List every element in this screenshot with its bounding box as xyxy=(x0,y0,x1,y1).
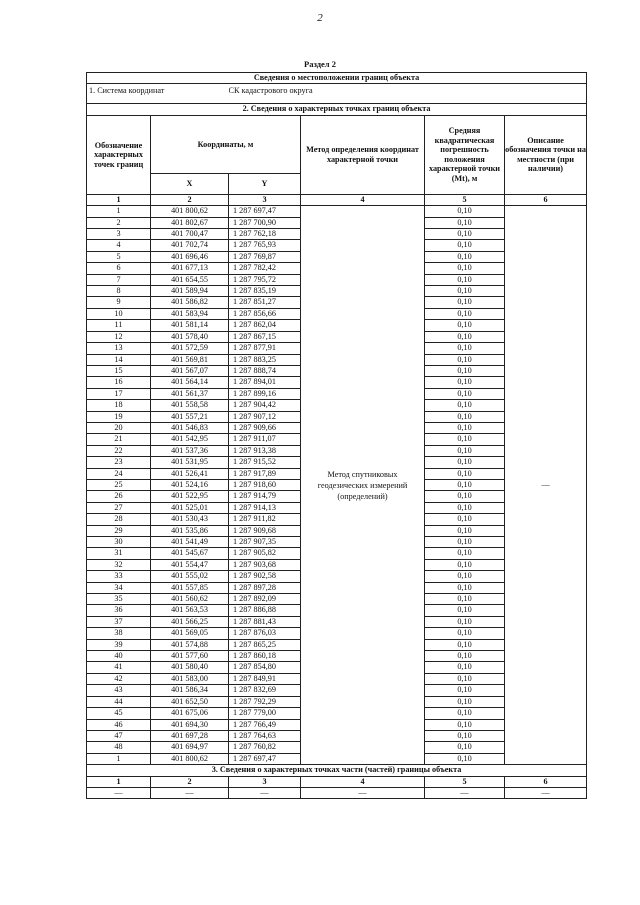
coord-y: 1 287 905,82 xyxy=(229,548,301,559)
point-number: 16 xyxy=(87,377,151,388)
point-number: 45 xyxy=(87,708,151,719)
coord-y: 1 287 862,04 xyxy=(229,320,301,331)
coord-y: 1 287 892,09 xyxy=(229,594,301,605)
coord-y: 1 287 907,35 xyxy=(229,537,301,548)
header-error: Средняя квадратическая погрешность положения характерной точки (Mt), м xyxy=(425,115,505,194)
error-value: 0,10 xyxy=(425,582,505,593)
header-coords: Координаты, м xyxy=(151,115,301,173)
point-number: 40 xyxy=(87,651,151,662)
error-value: 0,10 xyxy=(425,286,505,297)
coord-y: 1 287 911,82 xyxy=(229,514,301,525)
coord-x: 401 581,14 xyxy=(151,320,229,331)
coord-y: 1 287 854,80 xyxy=(229,662,301,673)
coord-x: 401 586,82 xyxy=(151,297,229,308)
coord-y: 1 287 835,19 xyxy=(229,286,301,297)
error-value: 0,10 xyxy=(425,445,505,456)
col-number: 3 xyxy=(229,194,301,205)
coord-y: 1 287 697,47 xyxy=(229,206,301,217)
coord-y: 1 287 883,25 xyxy=(229,354,301,365)
point-number: 43 xyxy=(87,685,151,696)
coord-y: 1 287 876,03 xyxy=(229,628,301,639)
coord-x: 401 535,86 xyxy=(151,525,229,536)
error-value: 0,10 xyxy=(425,468,505,479)
point-number: 31 xyxy=(87,548,151,559)
col-number: 2 xyxy=(151,194,229,205)
coord-y: 1 287 909,66 xyxy=(229,422,301,433)
coord-y: 1 287 917,89 xyxy=(229,468,301,479)
coord-y: 1 287 909,68 xyxy=(229,525,301,536)
point-number: 13 xyxy=(87,343,151,354)
section3-cell: — xyxy=(425,787,505,798)
point-number: 5 xyxy=(87,251,151,262)
error-value: 0,10 xyxy=(425,616,505,627)
coord-y: 1 287 765,93 xyxy=(229,240,301,251)
point-number: 38 xyxy=(87,628,151,639)
col-number: 5 xyxy=(425,776,505,787)
coord-y: 1 287 915,52 xyxy=(229,457,301,468)
coord-x: 401 541,49 xyxy=(151,537,229,548)
header-x: X xyxy=(151,173,229,194)
error-value: 0,10 xyxy=(425,457,505,468)
col-number: 1 xyxy=(87,776,151,787)
coord-x: 401 564,14 xyxy=(151,377,229,388)
point-number: 12 xyxy=(87,331,151,342)
coord-y: 1 287 881,43 xyxy=(229,616,301,627)
point-number: 44 xyxy=(87,696,151,707)
error-value: 0,10 xyxy=(425,628,505,639)
coord-y: 1 287 888,74 xyxy=(229,365,301,376)
table-row xyxy=(87,206,587,217)
point-number: 9 xyxy=(87,297,151,308)
coord-x: 401 555,02 xyxy=(151,571,229,582)
coord-y: 1 287 860,18 xyxy=(229,651,301,662)
point-number: 17 xyxy=(87,388,151,399)
error-value: 0,10 xyxy=(425,217,505,228)
coord-y: 1 287 762,18 xyxy=(229,229,301,240)
col-number: 6 xyxy=(505,194,587,205)
error-value: 0,10 xyxy=(425,331,505,342)
description-cell: — xyxy=(505,206,587,765)
point-number: 7 xyxy=(87,274,151,285)
coord-x: 401 526,41 xyxy=(151,468,229,479)
error-value: 0,10 xyxy=(425,525,505,536)
method-cell: Метод спутниковых геодезических измерений (определений) xyxy=(301,206,425,765)
error-value: 0,10 xyxy=(425,696,505,707)
error-value: 0,10 xyxy=(425,229,505,240)
error-value: 0,10 xyxy=(425,605,505,616)
coord-x: 401 577,60 xyxy=(151,651,229,662)
point-number: 35 xyxy=(87,594,151,605)
point-number: 34 xyxy=(87,582,151,593)
error-value: 0,10 xyxy=(425,594,505,605)
coord-y: 1 287 697,47 xyxy=(229,753,301,764)
coord-x: 401 545,67 xyxy=(151,548,229,559)
coord-y: 1 287 897,28 xyxy=(229,582,301,593)
section-title: Раздел 2 xyxy=(304,59,336,69)
point-number: 3 xyxy=(87,229,151,240)
error-value: 0,10 xyxy=(425,479,505,490)
col-number: 5 xyxy=(425,194,505,205)
error-value: 0,10 xyxy=(425,377,505,388)
coord-x: 401 652,50 xyxy=(151,696,229,707)
coord-x: 401 557,85 xyxy=(151,582,229,593)
coord-x: 401 694,97 xyxy=(151,742,229,753)
coord-y: 1 287 856,66 xyxy=(229,308,301,319)
coord-y: 1 287 902,58 xyxy=(229,571,301,582)
point-number: 18 xyxy=(87,400,151,411)
header-point: Обозначение характерных точек границ xyxy=(87,115,151,194)
header-description: Описание обозначения точки на местности (при наличии) xyxy=(505,115,587,194)
error-value: 0,10 xyxy=(425,411,505,422)
point-number: 24 xyxy=(87,468,151,479)
header-y: Y xyxy=(229,173,301,194)
error-value: 0,10 xyxy=(425,571,505,582)
point-number: 1 xyxy=(87,206,151,217)
coord-y: 1 287 851,27 xyxy=(229,297,301,308)
point-number: 36 xyxy=(87,605,151,616)
point-number: 22 xyxy=(87,445,151,456)
coord-x: 401 563,53 xyxy=(151,605,229,616)
error-value: 0,10 xyxy=(425,742,505,753)
error-value: 0,10 xyxy=(425,559,505,570)
coord-x: 401 522,95 xyxy=(151,491,229,502)
coord-y: 1 287 877,91 xyxy=(229,343,301,354)
coord-x: 401 530,43 xyxy=(151,514,229,525)
coord-x: 401 578,40 xyxy=(151,331,229,342)
coord-x: 401 583,00 xyxy=(151,673,229,684)
section3-title: 3. Сведения о характерных точках части (частей) границы объекта xyxy=(87,765,587,776)
error-value: 0,10 xyxy=(425,491,505,502)
point-number: 23 xyxy=(87,457,151,468)
coord-x: 401 537,36 xyxy=(151,445,229,456)
error-value: 0,10 xyxy=(425,708,505,719)
header-method: Метод определения координат характерной точки xyxy=(301,115,425,194)
col-number: 1 xyxy=(87,194,151,205)
error-value: 0,10 xyxy=(425,434,505,445)
coord-x: 401 580,40 xyxy=(151,662,229,673)
coord-y: 1 287 700,90 xyxy=(229,217,301,228)
coord-x: 401 677,13 xyxy=(151,263,229,274)
coord-y: 1 287 865,25 xyxy=(229,639,301,650)
coord-y: 1 287 760,82 xyxy=(229,742,301,753)
coord-y: 1 287 914,13 xyxy=(229,502,301,513)
coord-x: 401 561,37 xyxy=(151,388,229,399)
coord-system-label: 1. Система координат xyxy=(87,84,229,104)
coord-x: 401 531,95 xyxy=(151,457,229,468)
point-number: 26 xyxy=(87,491,151,502)
coord-y: 1 287 766,49 xyxy=(229,719,301,730)
coord-x: 401 589,94 xyxy=(151,286,229,297)
coord-x: 401 542,95 xyxy=(151,434,229,445)
error-value: 0,10 xyxy=(425,422,505,433)
section3-cell: — xyxy=(505,787,587,798)
point-number: 6 xyxy=(87,263,151,274)
point-number: 29 xyxy=(87,525,151,536)
point-number: 19 xyxy=(87,411,151,422)
point-number: 27 xyxy=(87,502,151,513)
point-number: 28 xyxy=(87,514,151,525)
point-number: 41 xyxy=(87,662,151,673)
point-number: 14 xyxy=(87,354,151,365)
point-number: 48 xyxy=(87,742,151,753)
section3-cell: — xyxy=(229,787,301,798)
point-number: 4 xyxy=(87,240,151,251)
coord-x: 401 525,01 xyxy=(151,502,229,513)
section3-cell: — xyxy=(301,787,425,798)
coord-y: 1 287 795,72 xyxy=(229,274,301,285)
coord-x: 401 560,62 xyxy=(151,594,229,605)
error-value: 0,10 xyxy=(425,320,505,331)
point-number: 15 xyxy=(87,365,151,376)
coord-x: 401 567,07 xyxy=(151,365,229,376)
error-value: 0,10 xyxy=(425,651,505,662)
col-number: 4 xyxy=(301,194,425,205)
error-value: 0,10 xyxy=(425,343,505,354)
coord-y: 1 287 792,29 xyxy=(229,696,301,707)
coord-y: 1 287 764,63 xyxy=(229,730,301,741)
coord-x: 401 700,47 xyxy=(151,229,229,240)
coord-y: 1 287 886,88 xyxy=(229,605,301,616)
coord-x: 401 696,46 xyxy=(151,251,229,262)
error-value: 0,10 xyxy=(425,662,505,673)
block-title: Сведения о местоположении границ объекта xyxy=(87,73,587,84)
error-value: 0,10 xyxy=(425,274,505,285)
error-value: 0,10 xyxy=(425,719,505,730)
coord-x: 401 654,55 xyxy=(151,274,229,285)
coord-x: 401 702,74 xyxy=(151,240,229,251)
point-number: 39 xyxy=(87,639,151,650)
point-number: 33 xyxy=(87,571,151,582)
coord-x: 401 572,59 xyxy=(151,343,229,354)
error-value: 0,10 xyxy=(425,639,505,650)
point-number: 21 xyxy=(87,434,151,445)
point-number: 32 xyxy=(87,559,151,570)
coord-x: 401 524,16 xyxy=(151,479,229,490)
coord-x: 401 697,28 xyxy=(151,730,229,741)
coord-y: 1 287 903,68 xyxy=(229,559,301,570)
error-value: 0,10 xyxy=(425,730,505,741)
error-value: 0,10 xyxy=(425,537,505,548)
coord-x: 401 557,21 xyxy=(151,411,229,422)
coord-y: 1 287 894,01 xyxy=(229,377,301,388)
coord-x: 401 694,30 xyxy=(151,719,229,730)
error-value: 0,10 xyxy=(425,548,505,559)
error-value: 0,10 xyxy=(425,251,505,262)
col-number: 6 xyxy=(505,776,587,787)
point-number: 2 xyxy=(87,217,151,228)
point-number: 20 xyxy=(87,422,151,433)
error-value: 0,10 xyxy=(425,263,505,274)
error-value: 0,10 xyxy=(425,240,505,251)
col-number: 4 xyxy=(301,776,425,787)
error-value: 0,10 xyxy=(425,206,505,217)
coord-x: 401 558,58 xyxy=(151,400,229,411)
coord-y: 1 287 911,07 xyxy=(229,434,301,445)
error-value: 0,10 xyxy=(425,673,505,684)
point-number: 46 xyxy=(87,719,151,730)
error-value: 0,10 xyxy=(425,365,505,376)
col-number: 3 xyxy=(229,776,301,787)
col-number: 2 xyxy=(151,776,229,787)
coord-x: 401 574,88 xyxy=(151,639,229,650)
point-number: 42 xyxy=(87,673,151,684)
coord-x: 401 583,94 xyxy=(151,308,229,319)
coord-x: 401 802,67 xyxy=(151,217,229,228)
error-value: 0,10 xyxy=(425,753,505,764)
coord-y: 1 287 779,00 xyxy=(229,708,301,719)
page-number: 2 xyxy=(317,12,323,24)
coord-y: 1 287 832,69 xyxy=(229,685,301,696)
coord-y: 1 287 867,15 xyxy=(229,331,301,342)
error-value: 0,10 xyxy=(425,354,505,365)
coord-y: 1 287 849,91 xyxy=(229,673,301,684)
point-number: 8 xyxy=(87,286,151,297)
section3-cell: — xyxy=(87,787,151,798)
coord-y: 1 287 782,42 xyxy=(229,263,301,274)
point-number: 25 xyxy=(87,479,151,490)
point-number: 37 xyxy=(87,616,151,627)
coord-x: 401 800,62 xyxy=(151,753,229,764)
coord-x: 401 569,81 xyxy=(151,354,229,365)
coord-y: 1 287 769,87 xyxy=(229,251,301,262)
coord-x: 401 800,62 xyxy=(151,206,229,217)
point-number: 1 xyxy=(87,753,151,764)
coord-y: 1 287 899,16 xyxy=(229,388,301,399)
error-value: 0,10 xyxy=(425,514,505,525)
point-number: 30 xyxy=(87,537,151,548)
coord-x: 401 566,25 xyxy=(151,616,229,627)
coord-x: 401 554,47 xyxy=(151,559,229,570)
error-value: 0,10 xyxy=(425,388,505,399)
error-value: 0,10 xyxy=(425,685,505,696)
point-number: 10 xyxy=(87,308,151,319)
section3-cell: — xyxy=(151,787,229,798)
error-value: 0,10 xyxy=(425,400,505,411)
coord-y: 1 287 914,79 xyxy=(229,491,301,502)
error-value: 0,10 xyxy=(425,308,505,319)
error-value: 0,10 xyxy=(425,297,505,308)
coord-x: 401 546,83 xyxy=(151,422,229,433)
error-value: 0,10 xyxy=(425,502,505,513)
section2-title: 2. Сведения о характерных точках границ объекта xyxy=(87,104,587,115)
boundary-table xyxy=(86,72,587,799)
coord-y: 1 287 918,60 xyxy=(229,479,301,490)
coord-y: 1 287 904,42 xyxy=(229,400,301,411)
coord-system-value: СК кадастрового округа xyxy=(229,84,587,104)
coord-x: 401 675,06 xyxy=(151,708,229,719)
point-number: 11 xyxy=(87,320,151,331)
coord-x: 401 586,34 xyxy=(151,685,229,696)
coord-y: 1 287 913,38 xyxy=(229,445,301,456)
point-number: 47 xyxy=(87,730,151,741)
coord-x: 401 569,05 xyxy=(151,628,229,639)
coord-y: 1 287 907,12 xyxy=(229,411,301,422)
